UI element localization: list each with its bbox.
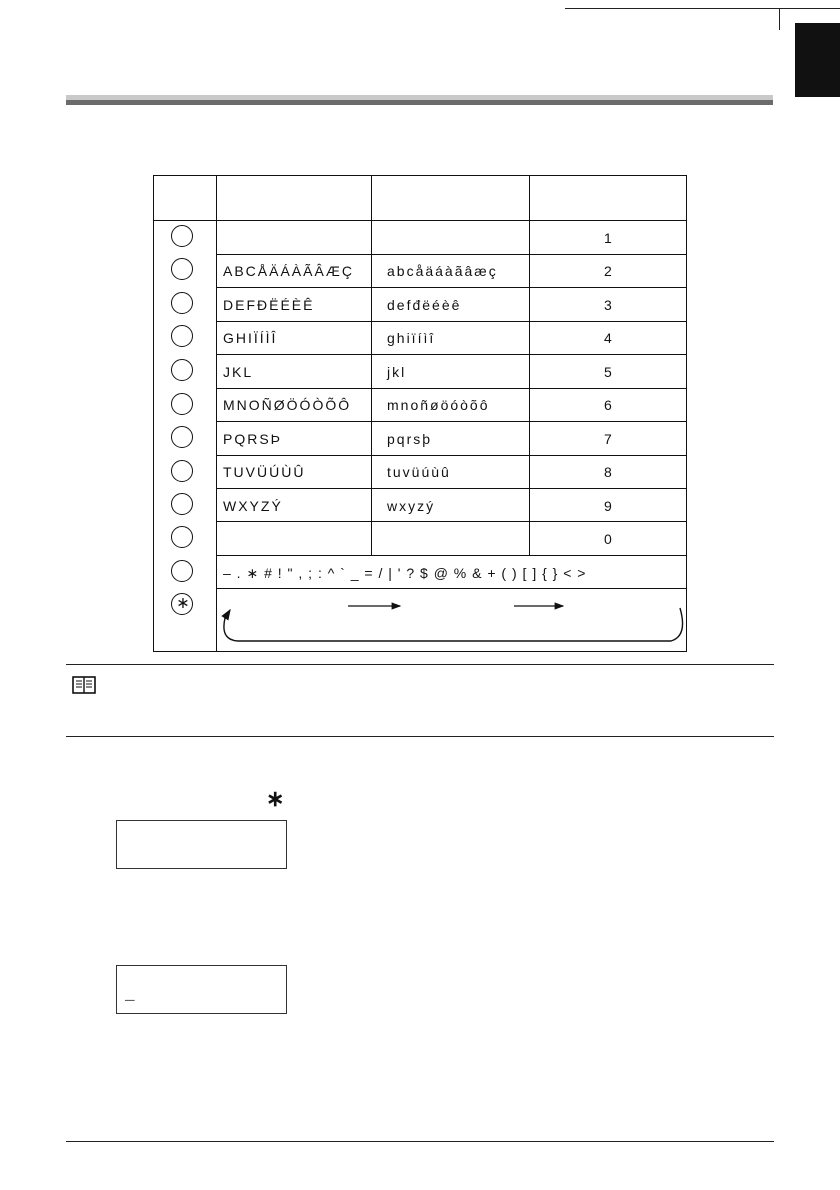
key-circle-4: [171, 325, 193, 347]
key-circle-7: [171, 426, 193, 448]
lcd-display-1: [116, 820, 287, 869]
lower-cell: mnoñøöóòõô: [387, 397, 490, 413]
note-top-rule: [66, 664, 774, 665]
table-row-divider: [216, 488, 686, 489]
number-cell: 7: [604, 431, 612, 447]
table-row-divider: [216, 455, 686, 456]
key-circle-9: [171, 493, 193, 515]
footer-rule: [66, 1141, 774, 1142]
upper-cell: MNOÑØÖÓÒÕÔ: [223, 397, 352, 413]
lower-cell: tuvüúùû: [387, 464, 451, 480]
number-cell: 5: [604, 364, 612, 380]
header-tick: [779, 8, 780, 30]
table-row-divider: [216, 287, 686, 288]
lower-cell: defđëéèê: [387, 297, 462, 313]
header-rule: [565, 8, 840, 9]
table-column-divider: [216, 176, 217, 651]
key-circle-star: [171, 593, 193, 615]
star-key-glyph: ∗: [176, 595, 190, 612]
lcd-cursor: _: [125, 986, 135, 1004]
key-circle-0: [171, 526, 193, 548]
note-bottom-rule: [66, 736, 774, 737]
key-circle-8: [171, 460, 193, 482]
lcd-display-2: [116, 965, 287, 1014]
upper-cell: ABCÅÄÁÀÃÂÆÇ: [223, 263, 354, 279]
upper-cell: WXYZÝ: [223, 498, 283, 514]
table-row-divider: [216, 254, 686, 255]
upper-cell: PQRSÞ: [223, 431, 283, 447]
table-row-divider: [216, 321, 686, 322]
table-row-divider: [216, 521, 686, 522]
key-circle-hash: [171, 560, 193, 582]
table-column-divider: [529, 176, 530, 220]
character-table: [153, 175, 687, 652]
key-circle-1: [171, 225, 193, 247]
lower-cell: jkl: [387, 364, 407, 380]
table-row-divider: [216, 354, 686, 355]
key-circle-6: [171, 393, 193, 415]
number-cell: 2: [604, 263, 612, 279]
upper-cell: TUVÜÚÙÛ: [223, 464, 306, 480]
number-cell: 9: [604, 498, 612, 514]
number-cell: 4: [604, 330, 612, 346]
number-cell: 8: [604, 464, 612, 480]
upper-cell: DEFĐËÉÈÊ: [223, 297, 315, 313]
book-note-icon: [72, 676, 96, 694]
lower-cell: wxyzý: [387, 498, 436, 514]
star-key-symbol: ∗: [266, 786, 285, 811]
section-tab: [795, 23, 840, 97]
number-cell: 3: [604, 297, 612, 313]
symbols-cell: – . ∗ # ! " , ; : ^ ` _ = / | ' ? $ @ % & + ( ) [ ] { } < >: [223, 565, 587, 581]
number-cell: 0: [604, 531, 612, 547]
lower-cell: abcåäáàãâæç: [387, 263, 498, 279]
table-column-divider: [371, 176, 372, 220]
number-cell: 1: [604, 230, 612, 246]
mode-cycle-arrow-icon: [216, 588, 686, 652]
key-circle-3: [171, 292, 193, 314]
table-row-divider: [216, 388, 686, 389]
key-circle-5: [171, 359, 193, 381]
table-row-divider: [216, 555, 686, 556]
lower-cell: pqrsþ: [387, 431, 433, 447]
title-rule-dark: [66, 100, 773, 105]
key-circle-2: [171, 258, 193, 280]
lower-cell: ghiïíìî: [387, 330, 436, 346]
table-header-divider: [154, 220, 686, 221]
upper-cell: GHIÏÍÌÎ: [223, 330, 278, 346]
upper-cell: JKL: [223, 364, 254, 380]
number-cell: 6: [604, 397, 612, 413]
table-row-divider: [216, 421, 686, 422]
